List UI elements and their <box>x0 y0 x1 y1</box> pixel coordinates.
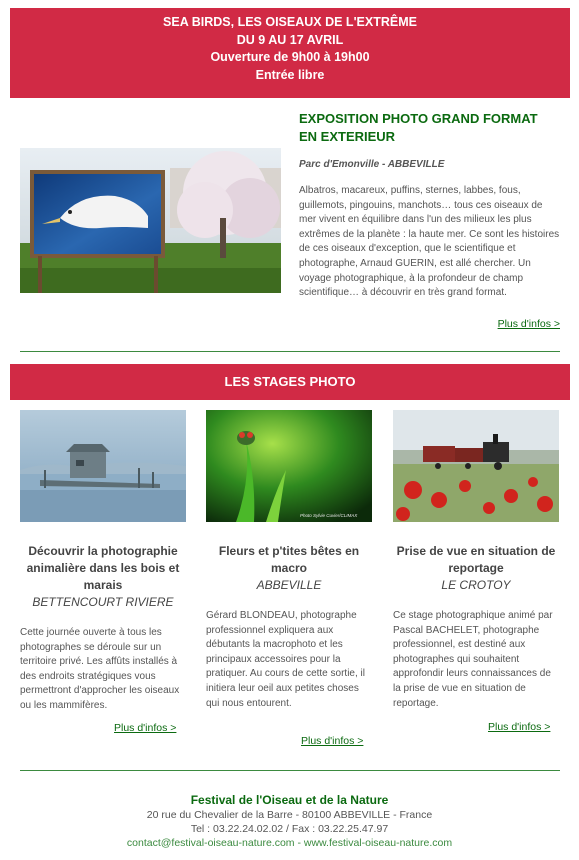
festival-name: Festival de l'Oiseau et de la Nature <box>190 793 389 807</box>
divider <box>20 351 560 352</box>
exhibition-title <box>299 110 561 146</box>
stage-description-wildlife: Cette journée ouverte à tous les photographes se déroule sur un territoire privé. Les affûts installés à des endroits stratégiques vous permettront d'approcher les oiseaux ou les mammifères. <box>20 627 180 711</box>
stage-card-wildlife <box>20 410 186 714</box>
stage-description-reportage: Ce stage photographique animé par Pascal BACHELET, photographe professionnel, est destiné aux photographes qui souhaitent approfondir leurs connaissances de la prise de vue en situation de reportage. <box>393 610 553 709</box>
stage-reportage-more-info-link[interactable]: Plus d'infos > <box>488 721 551 733</box>
stage-photo-wildlife <box>20 410 186 522</box>
stage-description-macro: Gérard BLONDEAU, photographe professionnel expliquera aux débutants la macrophoto et les principaux accessoires pour la pratiquer. Au cours de cette sortie, il initiera leur oeil aux petites choses qui nous entourent. <box>206 610 365 709</box>
exhibition-description: Albatros, macareux, puffins, sternes, labbes, fous, guillemots, pingouins, manchots… tous ces oiseaux de mer vivent en équilibre dans l'un des milieux les plus extrêmes de la planète : la haute mer. Ce sont les histoires de ces oiseaux d'exception, que le scientifique et photographe, Arnaud GUERIN, est allé chercher. Un voyage photographique, à la profondeur de champ scientifique… à découvrir en très grand format. <box>299 185 560 299</box>
exhibition-title-line2: EN EXTERIEUR <box>299 129 396 144</box>
footer <box>0 792 579 850</box>
event-hours: Ouverture de 9h00 à 19h00 <box>210 50 370 64</box>
stage-photo-reportage <box>393 410 559 522</box>
stages-banner: LES STAGES PHOTO <box>10 364 570 400</box>
exhibition-more-info-link[interactable]: Plus d'infos > <box>497 318 560 330</box>
event-dates: DU 9 AU 17 AVRIL <box>236 32 344 47</box>
stage-title-reportage: Prise de vue en situation de reportage <box>396 544 556 575</box>
stage-macro-more-info-link[interactable]: Plus d'infos > <box>301 735 364 747</box>
stage-card-reportage <box>393 410 559 711</box>
event-title: SEA BIRDS, LES OISEAUX DE L'EXTRÊME <box>163 15 417 29</box>
stage-place-macro: ABBEVILLE <box>256 578 322 592</box>
exhibition-photo <box>20 148 281 293</box>
stage-place-wildlife: BETTENCOURT RIVIERE <box>32 595 174 609</box>
exhibition-title-line1: EXPOSITION PHOTO GRAND FORMAT <box>299 111 538 126</box>
stage-title-macro: Fleurs et p'tites bêtes en macro <box>218 544 360 575</box>
event-entry: Entrée libre <box>255 67 325 82</box>
event-banner <box>10 8 570 98</box>
stage-wildlife-more-info-link[interactable]: Plus d'infos > <box>114 722 177 734</box>
festival-address: 20 rue du Chevalier de la Barre - 80100 ABBEVILLE - France <box>146 809 433 821</box>
stage-photo-macro <box>206 410 372 522</box>
photo-credit: Photo Sylvie Cuvier/CLIMAX <box>300 513 358 518</box>
stage-title-wildlife: Découvrir la photographie animalière dans les bois et marais <box>26 544 180 592</box>
divider <box>20 770 560 771</box>
exhibition-location: Parc d'Emonville - ABBEVILLE <box>299 159 445 170</box>
festival-contact-links[interactable]: contact@festival-oiseau-nature.com - www.festival-oiseau-nature.com <box>126 837 453 849</box>
festival-phone: Tel : 03.22.24.02.02 / Fax : 03.22.25.47.97 <box>190 823 389 835</box>
exhibition-details <box>299 110 561 301</box>
stage-card-macro <box>206 410 372 711</box>
stage-place-reportage: LE CROTOY <box>441 578 511 592</box>
